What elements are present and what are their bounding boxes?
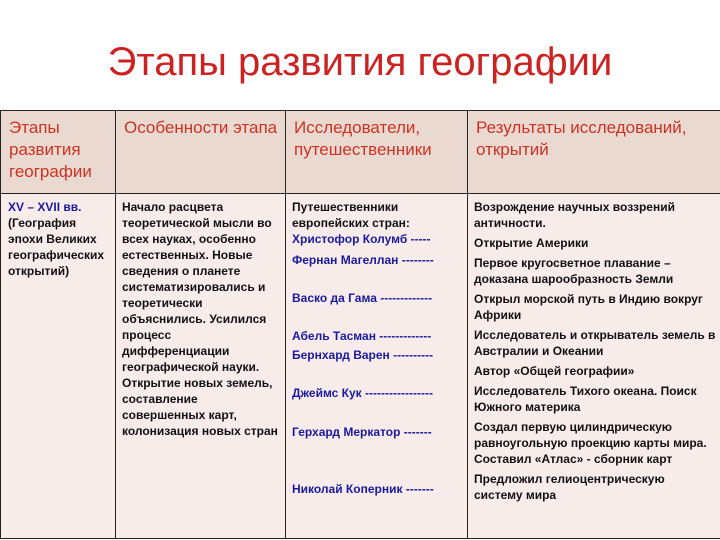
result-item: Возрождение научных воззрений античности. [474,200,675,230]
explorer-item: Абель Тасман ------------- [292,329,432,343]
stage-name: (География эпохи Великих географических открытий) [8,216,105,278]
explorer-item: Николай Коперник ------- [292,482,434,496]
stage-period: XV – XVII вв. [8,200,82,214]
explorer-item: Бернхард Варен ---------- [292,348,434,362]
explorer-item: Герхард Меркатор ------- [292,425,432,439]
explorer-item: Христофор Колумб ----- [292,232,431,246]
table-header-row [1,111,720,194]
result-item: Открытие Америки [474,236,589,250]
history-table [0,110,720,539]
result-item: Создал первую цилиндрическую равноугольную проекцию карты мира. Составил «Атлас» - сборник карт [474,420,707,466]
header-cell-stages: Этапы развития географии [1,111,116,194]
cell-results [468,194,720,539]
header-cell-explorers: Исследователи, путешественники [286,111,468,194]
header-cell-results: Результаты исследований, открытий [468,111,720,194]
result-item: Первое кругосветное плавание – доказана шарообразность Земли [474,256,674,286]
result-item: Предложил гелиоцентрическую систему мира [474,472,665,502]
page-title: Этапы развития географии [107,40,613,84]
result-item: Открыл морской путь в Индию вокруг Африки [474,292,703,322]
result-item: Исследователь и открыватель земель в Австралии и Океании [474,328,716,358]
explorer-item: Васко да Гама ------------- [292,291,433,305]
result-item: Автор «Общей географии» [474,364,635,378]
explorer-item: Джеймс Кук ----------------- [292,386,433,400]
explorer-item: Фернан Магеллан -------- [292,253,434,267]
features-text: Начало расцвета теоретической мысли во всех науках, особенно естественных. Новые сведения о планете систематизировались и теоретически объяснились. Усилился процесс дифференциации географической науки. Открытие новых земель, составление совершенных карт, колонизация новых стран [122,200,278,438]
explorers-lead: Путешественники европейских стран: [292,200,410,230]
cell-features [116,194,286,539]
cell-explorers [286,194,468,539]
cell-stage [1,194,116,539]
table-row [1,194,720,539]
header-cell-features: Особенности этапа [116,111,286,194]
result-item: Исследователь Тихого океана. Поиск Южного материка [474,384,697,414]
